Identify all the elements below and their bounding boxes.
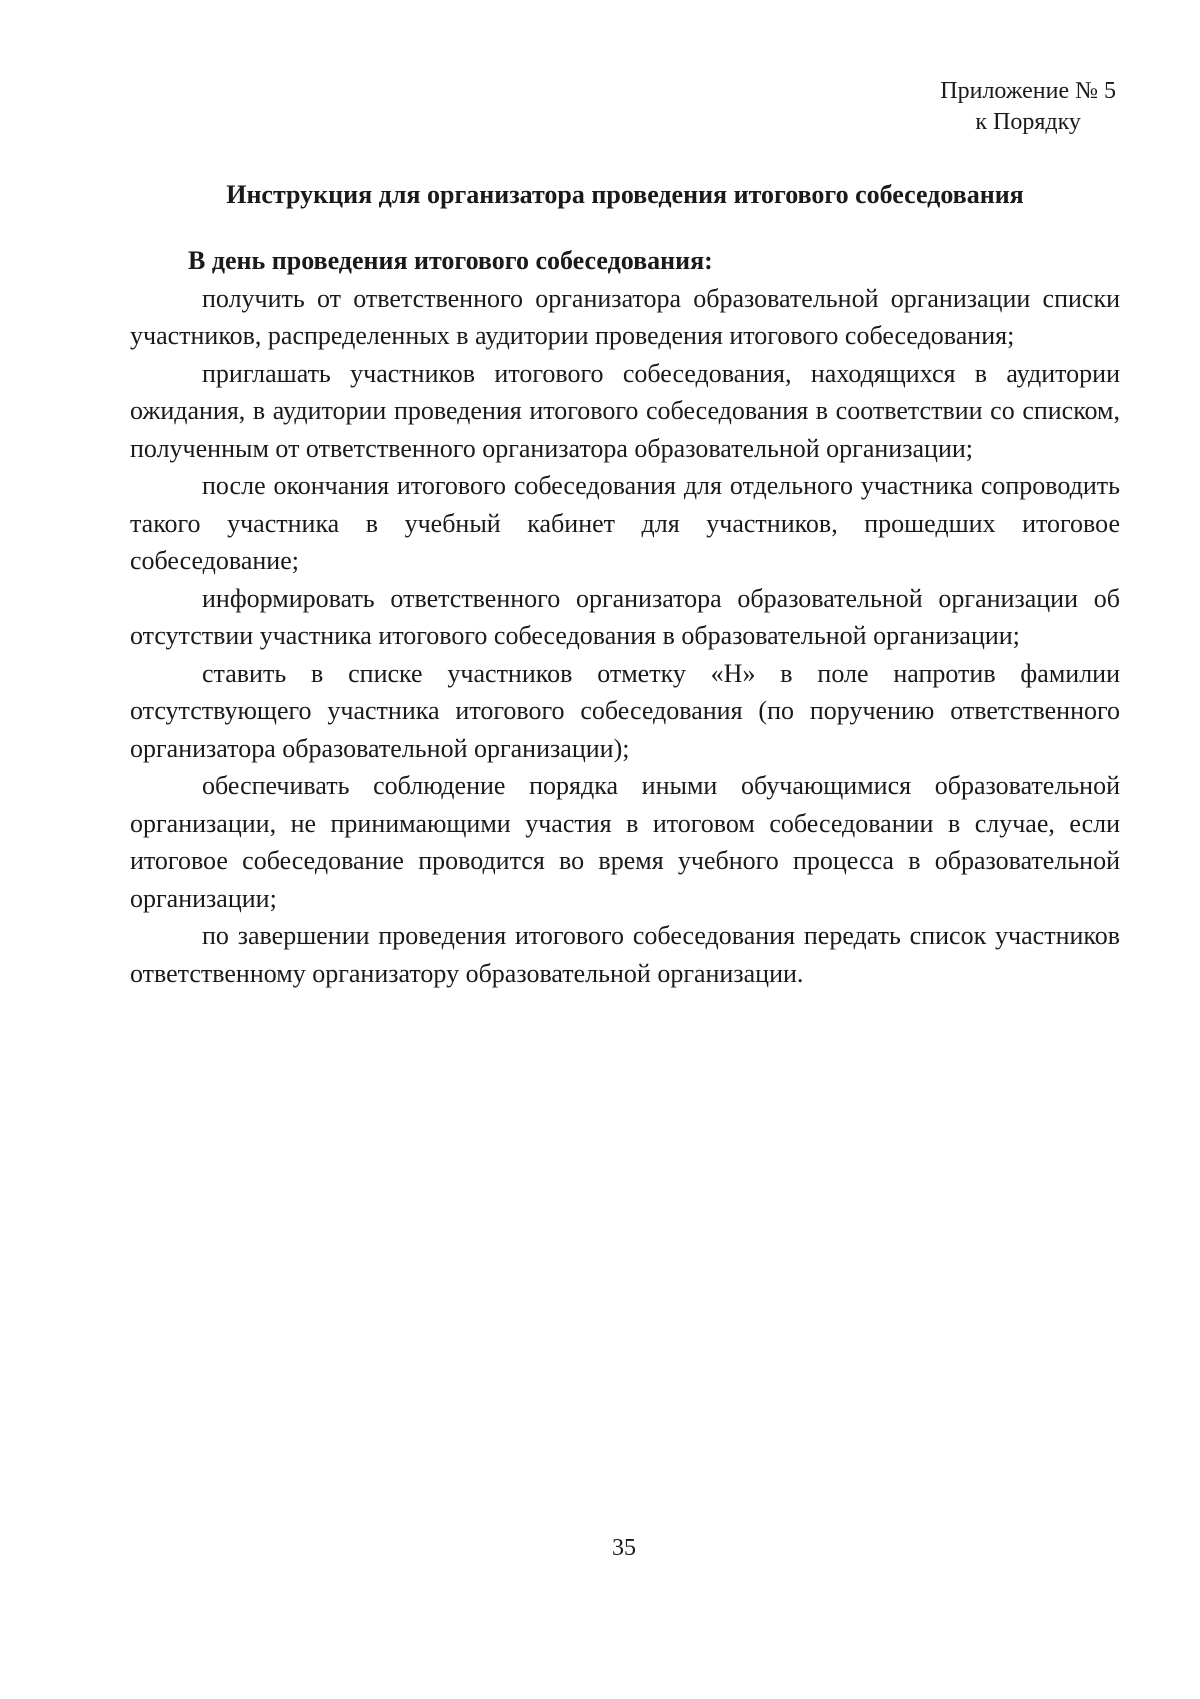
section-subheading: В день проведения итогового собеседования: [188,246,713,275]
instruction-item-7: по завершении проведения итогового собеседования передать список участников ответственному организатору образовательной организации. [130,921,1120,988]
instruction-item-1: получить от ответственного организатора образовательной организации списки участников, распределенных в аудитории проведения итогового собеседования; [130,283,1120,350]
appendix-line-2: к Порядку [975,109,1081,135]
instruction-item-6: обеспечивать соблюдение порядка иными обучающимися образовательной организации, не принимающими участия в итоговом собеседовании в случае, если итоговое собеседование проводится во время учебного процесса в образовательной организации; [130,771,1120,913]
appendix-line-1: Приложение № 5 [940,78,1116,104]
instruction-item-5: ставить в списке участников отметку «Н» в поле напротив фамилии отсутствующего участника итогового собеседования (по поручению ответственного организатора образовательной организации); [130,658,1120,763]
instruction-item-3: после окончания итогового собеседования для отдельного участника сопроводить такого участника в учебный кабинет для участников, прошедших итоговое собеседование; [130,471,1120,575]
instruction-item-2: приглашать участников итогового собеседования, находящихся в аудитории ожидания, в аудитории проведения итогового собеседования в соответствии со списком, полученным от ответственного организатора образовательной организации; [130,358,1120,463]
instruction-item-4: информировать ответственного организатора образовательной организации об отсутствии участника итогового собеседования в образовательной организации; [130,583,1120,650]
page-number: 35 [612,1535,636,1561]
appendix-label [940,76,1116,138]
instruction-body [130,242,1120,992]
document-title: Инструкция для организатора проведения итогового собеседования [226,180,1024,209]
